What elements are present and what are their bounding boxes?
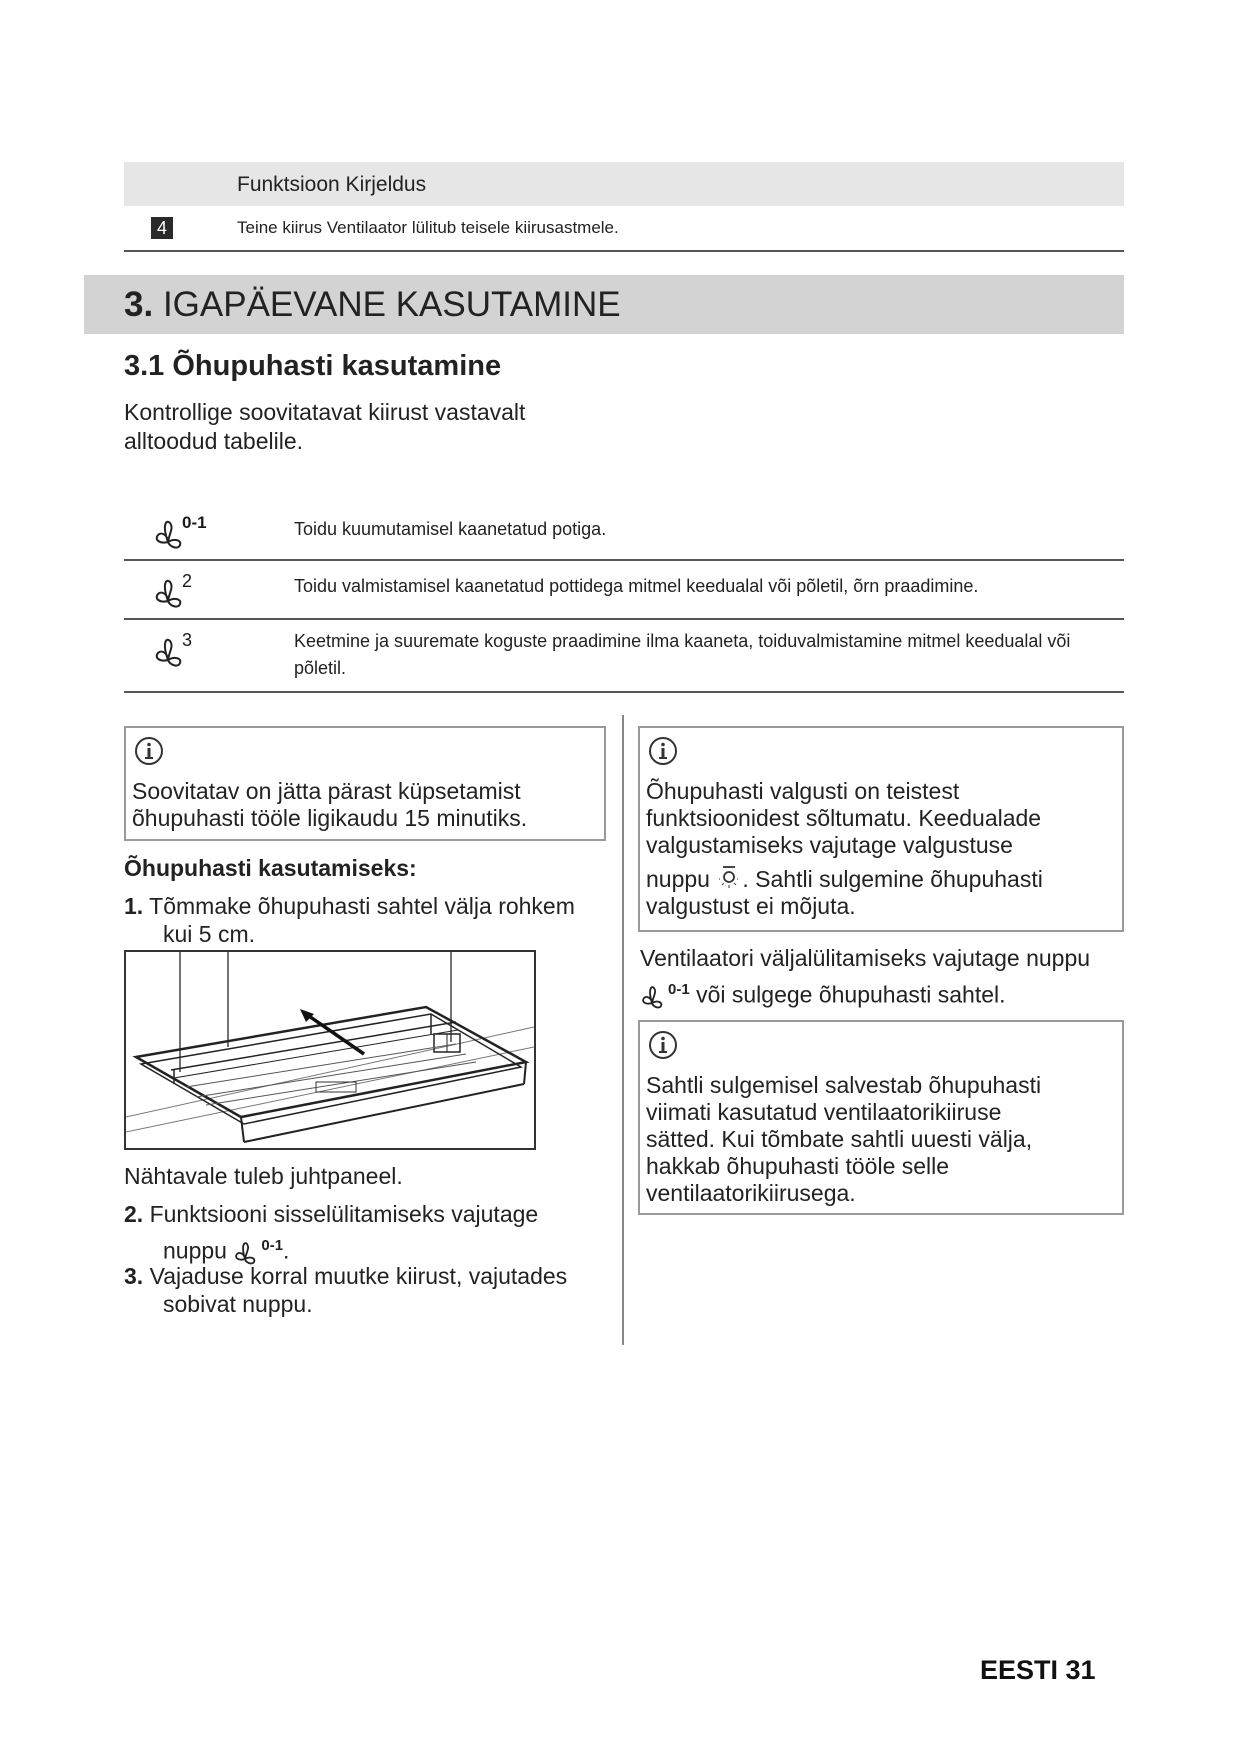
info-icon — [647, 735, 679, 767]
info-line: Õhupuhasti valgusti on teistest — [646, 778, 960, 804]
info-box-light — [638, 726, 1124, 932]
step-3 — [124, 1262, 604, 1318]
step-1 — [124, 892, 604, 948]
info-text — [132, 778, 527, 832]
column-divider — [622, 715, 624, 1345]
fan-speed-label: 0-1 — [182, 513, 207, 532]
info-line: funktsioonidest sõltumatu. Keedualade — [646, 805, 1042, 831]
step-number: 1. — [124, 893, 144, 919]
info-box-ventilation-tip — [124, 726, 606, 841]
intro-line: Kontrollige soovitatavat kiirust vastavalt — [124, 399, 526, 425]
fan-speed-label: 3 — [182, 630, 193, 650]
speed-row-3 — [124, 620, 1124, 693]
intro-text — [124, 398, 604, 456]
fan-off-line — [640, 976, 1130, 1009]
intro-line: alltoodud tabelile. — [124, 428, 304, 454]
page-number: EESTI 31 — [980, 1655, 1096, 1685]
info-line: viimati kasutatud ventilaatorikiiruse — [646, 1099, 1002, 1125]
info-line: sätted. Kui tõmbate sahtli uuesti välja, — [646, 1126, 1033, 1152]
step-2-line-2 — [124, 1232, 604, 1265]
step-text: Vajaduse korral muutke kiirust, vajutades — [149, 1263, 568, 1289]
speed-row-0-1 — [124, 500, 1124, 561]
info-line: valgustust ei mõjuta. — [646, 893, 856, 919]
function-table-row — [124, 206, 1124, 252]
info-icon — [647, 1029, 679, 1061]
info-line: Soovitatav on jätta pärast küpsetamist — [132, 778, 521, 804]
hood-drawer-illustration — [124, 950, 536, 1150]
fan-speed-label: 0-1 — [668, 981, 690, 998]
function-table-header — [124, 162, 1124, 206]
fan-speed-label: 0-1 — [261, 1237, 284, 1254]
subsection-title: 3.1 Õhupuhasti kasutamine — [124, 350, 502, 382]
info-line-text: nuppu — [646, 866, 710, 892]
step-text: . — [283, 1237, 290, 1264]
info-text — [646, 778, 1116, 920]
step-text: nuppu — [163, 1237, 227, 1264]
control-panel-visible-text: Nähtavale tuleb juhtpaneel. — [124, 1163, 403, 1189]
usage-heading: Õhupuhasti kasutamiseks: — [124, 855, 417, 881]
step-number: 2. — [124, 1201, 144, 1227]
speed-description: Toidu valmistamisel kaanetatud pottidega mitmel keedualal või põletil, õrn praadimine. — [294, 576, 979, 596]
fan-off-text: või sulgege õhupuhasti sahtel. — [696, 981, 1006, 1008]
fan-speed-label: 2 — [182, 571, 193, 591]
section-title — [124, 285, 621, 325]
info-line: hakkab õhupuhasti tööle selle — [646, 1153, 950, 1179]
step-text: sobivat nuppu. — [163, 1291, 313, 1317]
speed-description: Keetmine ja suuremate koguste praadimine ilma kaaneta, toiduvalmistamine mitmel keedualal või põletil. — [294, 631, 1071, 678]
info-line: ventilaatorikiirusega. — [646, 1180, 856, 1206]
step-text: Funktsiooni sisselülitamiseks vajutage — [149, 1201, 539, 1227]
info-line: Sahtli sulgemisel salvestab õhupuhasti — [646, 1072, 1042, 1098]
info-line — [646, 865, 1116, 893]
function-number-badge: 4 — [151, 217, 173, 239]
section-number: 3. — [124, 285, 154, 324]
step-text: Tõmmake õhupuhasti sahtel välja rohkem — [149, 893, 575, 919]
fan-off-instructions — [640, 944, 1130, 1009]
info-line: valgustamiseks vajutage valgustuse — [646, 832, 1013, 858]
info-box-memory — [638, 1020, 1124, 1215]
hood-drawer-drawing — [126, 952, 534, 1148]
section-title-text: IGAPÄEVANE KASUTAMINE — [162, 285, 621, 324]
info-text — [646, 1072, 1116, 1207]
step-text: kui 5 cm. — [163, 921, 256, 947]
step-number: 3. — [124, 1263, 144, 1289]
function-description: Teine kiirus Ventilaator lülitub teisele kiirusastmele. — [237, 218, 619, 237]
info-icon — [133, 735, 165, 767]
info-line: õhupuhasti tööle ligikaudu 15 minutiks. — [132, 805, 528, 831]
fan-off-line: Ventilaatori väljalülitamiseks vajutage nuppu — [640, 945, 1091, 971]
function-table-header-text: Funktsioon Kirjeldus — [237, 173, 427, 196]
speed-row-2 — [124, 561, 1124, 620]
light-bulb-icon — [716, 865, 742, 891]
step-2 — [124, 1200, 604, 1265]
speed-description: Toidu kuumutamisel kaanetatud potiga. — [294, 519, 607, 539]
info-line-text: . Sahtli sulgemine õhupuhasti — [742, 866, 1043, 892]
